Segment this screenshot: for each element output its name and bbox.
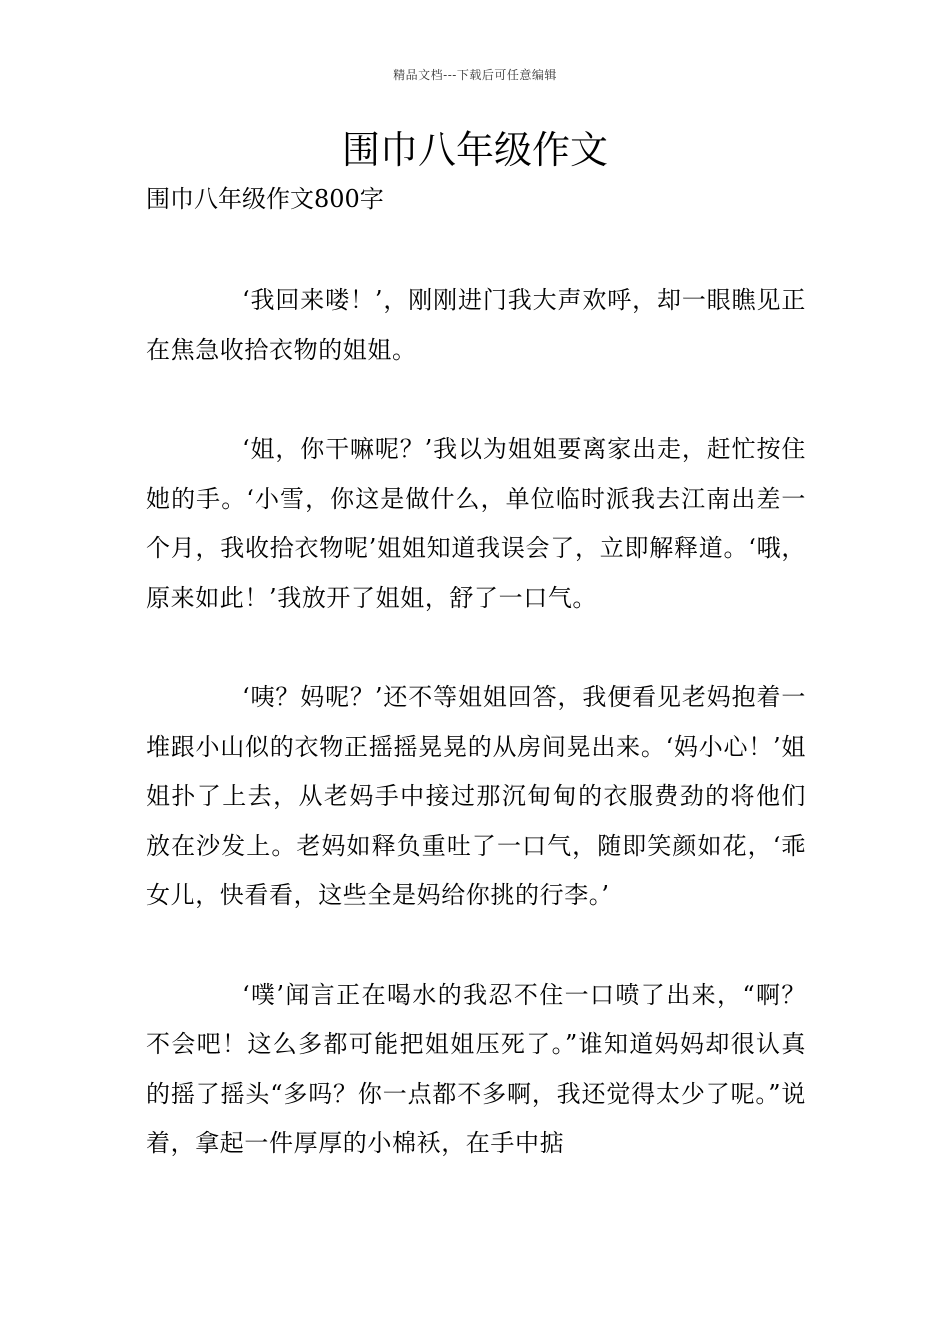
document-subtitle: 围巾八年级作文800字	[146, 185, 384, 213]
paragraph-3: ‘咦？妈呢？’还不等姐姐回答，我便看见老妈抱着一堆跟小山似的衣物正摇摇晃晃的从房间晃出来。‘妈小心！’姐姐扑了上去，从老妈手中接过那沉甸甸的衣服费劲的将他们放在沙发上。老妈如释负重吐了一口气，随即笑颜如花，‘乖女儿，快看看，这些全是妈给你挑的行李。’	[146, 683, 806, 909]
essay-body	[146, 276, 806, 1219]
header-note: 精品文档---下载后可任意编辑	[393, 68, 557, 82]
document-title: 围巾八年级作文	[341, 128, 608, 172]
paragraph-2: ‘姐，你干嘛呢？’我以为姐姐要离家出走，赶忙按住她的手。‘小雪，你这是做什么，单位临时派我去江南出差一个月，我收拾衣物呢’姐姐知道我误会了，立即解释道。‘哦，原来如此！’我放开了姐姐，舒了一口气。	[146, 435, 806, 612]
paragraph-1: ‘我回来喽！’，刚刚进门我大声欢呼，却一眼瞧见正在焦急收拾衣物的姐姐。	[146, 286, 806, 364]
paragraph-4: ‘噗’闻言正在喝水的我忍不住一口喷了出来，“啊？不会吧！这么多都可能把姐姐压死了。”谁知道妈妈却很认真的摇了摇头“多吗？你一点都不多啊，我还觉得太少了呢。”说着，拿起一件厚厚的小棉袄，在手中掂	[146, 980, 806, 1157]
